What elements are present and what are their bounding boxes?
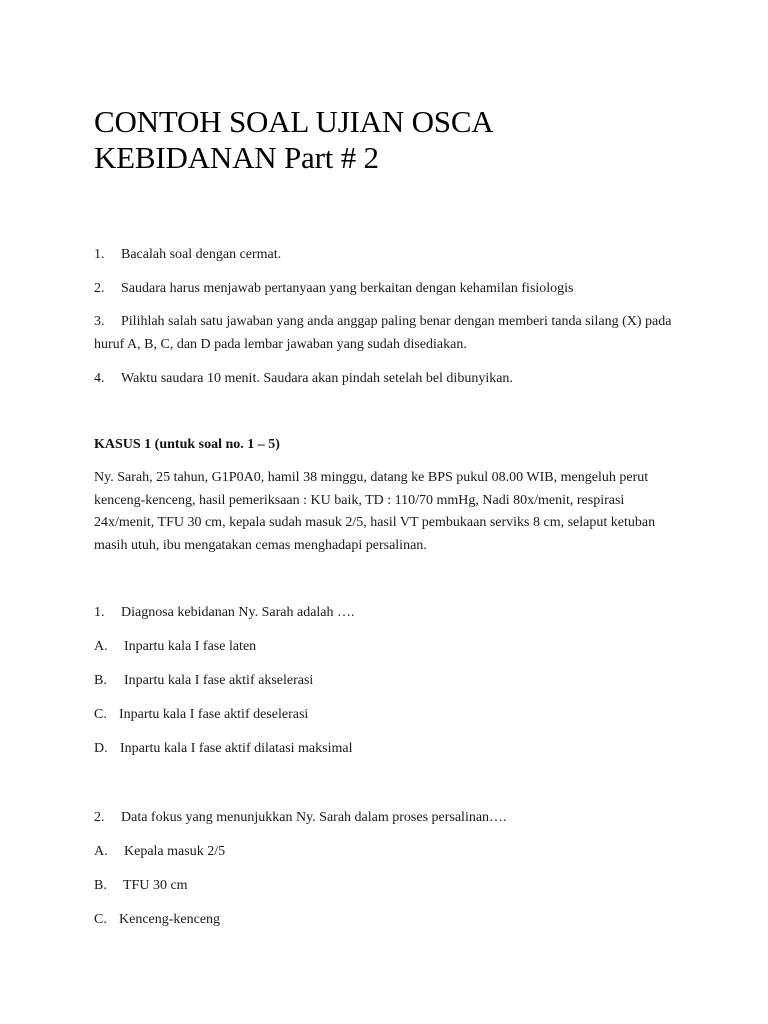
question-item: [94, 602, 355, 624]
option-letter: C.: [94, 912, 107, 927]
answer-option: [94, 670, 313, 692]
option-text: Inpartu kala I fase aktif deselerasi: [119, 707, 309, 722]
option-text: Inpartu kala I fase laten: [124, 639, 257, 654]
option-text: Kepala masuk 2/5: [124, 844, 226, 859]
option-letter: B.: [94, 673, 107, 688]
document-title: [94, 104, 714, 176]
instruction-item: [94, 311, 684, 356]
option-text: Inpartu kala I fase aktif dilatasi maksimal: [120, 741, 353, 756]
title-line-1: CONTOH SOAL UJIAN OSCA: [94, 104, 494, 139]
instruction-item: [94, 278, 574, 300]
option-letter: C.: [94, 707, 107, 722]
title-line-2: KEBIDANAN Part # 2: [94, 140, 379, 175]
instruction-text: Saudara harus menjawab pertanyaan yang berkaitan dengan kehamilan fisiologis: [121, 281, 574, 296]
answer-option: [94, 738, 352, 760]
question-item: [94, 807, 507, 829]
option-letter: A.: [94, 639, 108, 654]
instruction-number: 4.: [94, 371, 105, 386]
question-text: Data fokus yang menunjukkan Ny. Sarah dalam proses persalinan….: [121, 810, 507, 825]
option-text: Kenceng-kenceng: [119, 912, 221, 927]
instruction-item: [94, 368, 513, 390]
case-description: Ny. Sarah, 25 tahun, G1P0A0, hamil 38 minggu, datang ke BPS pukul 08.00 WIB, mengeluh perut kenceng-kenceng, hasil pemeriksaan : KU baik, TD : 110/70 mmHg, Nadi 80x/menit, respirasi 24x/menit, TFU 30 cm, kepala sudah masuk 2/5, hasil VT pembukaan serviks 8 cm, selaput ketuban masih utuh, ibu mengatakan cemas menghadapi persalinan.: [94, 470, 656, 553]
answer-option: [94, 636, 256, 658]
answer-option: [94, 909, 220, 931]
option-letter: D.: [94, 741, 108, 756]
question-text: Diagnosa kebidanan Ny. Sarah adalah ….: [121, 605, 355, 620]
case-heading: KASUS 1 (untuk soal no. 1 – 5): [94, 437, 280, 452]
instruction-number: 2.: [94, 281, 105, 296]
instruction-number: 3.: [94, 314, 105, 329]
instruction-text: Bacalah soal dengan cermat.: [121, 247, 282, 262]
question-number: 1.: [94, 605, 105, 620]
option-letter: B.: [94, 878, 107, 893]
option-text: TFU 30 cm: [123, 878, 188, 893]
answer-option: [94, 875, 188, 897]
answer-option: [94, 841, 225, 863]
instruction-text: Pilihlah salah satu jawaban yang anda anggap paling benar dengan memberi tanda silang (X) pada huruf A, B, C, dan D pada lembar jawaban yang sudah disediakan.: [94, 314, 672, 352]
question-number: 2.: [94, 810, 105, 825]
instruction-text: Waktu saudara 10 menit. Saudara akan pindah setelah bel dibunyikan.: [121, 371, 513, 386]
instruction-number: 1.: [94, 247, 105, 262]
option-text: Inpartu kala I fase aktif akselerasi: [124, 673, 314, 688]
answer-option: [94, 704, 308, 726]
option-letter: A.: [94, 844, 108, 859]
instruction-item: [94, 244, 281, 266]
